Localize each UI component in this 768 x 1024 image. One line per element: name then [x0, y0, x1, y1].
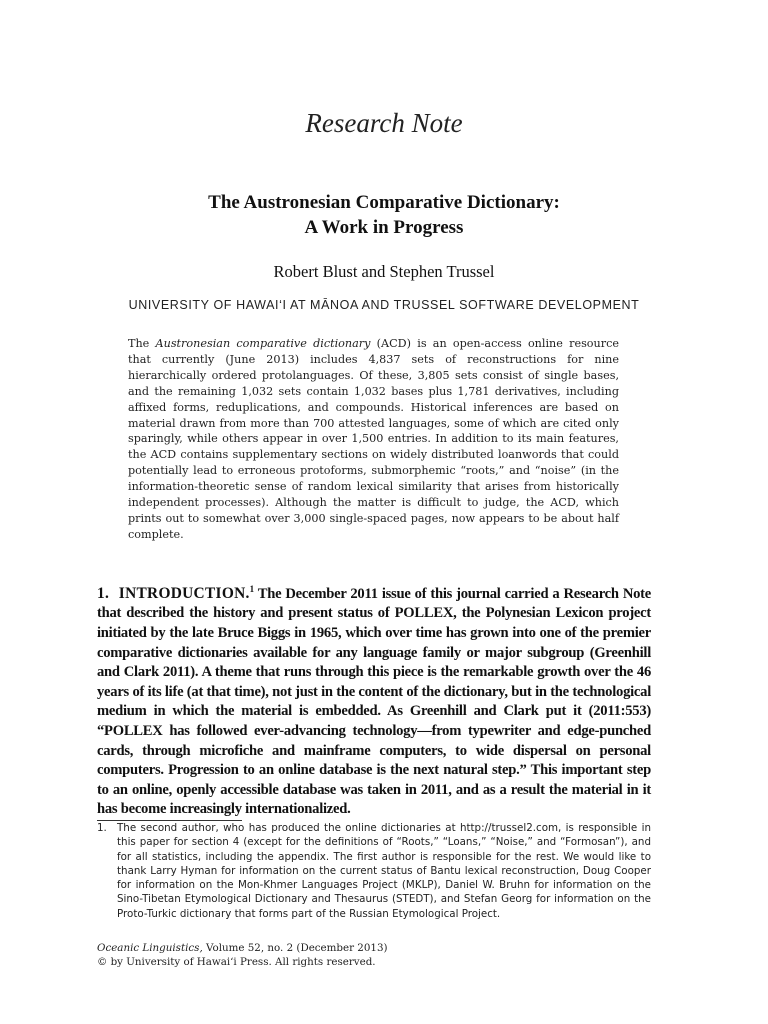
journal-volume: Volume 52, no. 2 (December 2013): [202, 942, 388, 954]
abstract: [128, 336, 619, 543]
abstract-body: (ACD) is an open-access online resource that currently (June 2013) includes 4,837 sets of reconstructions for nine hierarchically ordered protolanguages. Of these, 3,805 sets consist of single bases, and the remaining 1,032 sets contain 1,032 bases plus 1,781 derivatives, including affixed forms, reduplications, and compounds. Historical inferences are based on material drawn from more than 700 attested languages, some of which are cited only sparingly, while others appear in over 1,500 entries. In addition to its main features, the ACD contains supplementary sections on widely distributed loanwords that could potentially lead to erroneous protoforms, submorphemic “roots,” and “noise” (in the information-theoretic sense of random lexical similarity that arises from historically independent processes). Although the matter is difficult to judge, the ACD, which prints out to somewhat over 3,000 single-spaced pages, now appears to be about half complete.: [128, 337, 619, 541]
affiliation: UNIVERSITY OF HAWAI‘I AT MĀNOA AND TRUSSEL SOFTWARE DEVELOPMENT: [128, 298, 640, 312]
abstract-italic-title: Austronesian comparative dictionary: [155, 337, 371, 350]
journal-citation: [97, 941, 657, 955]
title-line-1: The Austronesian Comparative Dictionary:: [208, 192, 560, 213]
footnote-text: The second author, who has produced the online dictionaries at http://trussel2.com, is responsible in this paper for section 4 (except for the definitions of “Roots,” “Loans,” “Noise,” and “Formosan”), and for all statistics, including the appendix. The first author is responsible for the rest. We would like to thank Larry Hyman for information on the current status of Bantu lexical reconstruction, Doug Cooper for information on the Mon-Khmer Languages Project (MKLP), Daniel W. Bruhn for information on the Sino-Tibetan Etymological Dictionary and Thesaurus (STEDT), and Stefan Georg for information on the Proto-Turkic dictionary that forms part of the Russian Etymological Project.: [117, 822, 651, 920]
footnote: [97, 821, 651, 921]
section-label: Research Note: [305, 108, 463, 138]
introduction-paragraph: [97, 580, 651, 820]
footnote-marker: 1: [249, 584, 254, 594]
abstract-lead: The: [128, 337, 156, 350]
journal-info: [97, 941, 657, 969]
journal-name: Oceanic Linguistics,: [97, 942, 203, 954]
title-line-2: A Work in Progress: [304, 217, 464, 238]
introduction-heading: 1. INTRODUCTION.: [97, 584, 250, 602]
footnote-number: 1.: [97, 822, 107, 834]
introduction-body: The December 2011 issue of this journal carried a Research Note that described the history and present status of POLLEX, the Polynesian Lexicon project initiated by the late Bruce Biggs in 1965, which over time has grown into one of the premier comparative dictionaries available for any language family or major subgroup (Greenhill and Clark 2011). A theme that runs through this piece is the remarkable growth over the 46 years of its life (at that time), not just in the content of the dictionary, but in the technological medium in which the material is embedded. As Greenhill and Clark put it (2011:553) “POLLEX has followed ever-advancing technology—from typewriter and edge-punched cards, through microfiche and mainframe computers, to wide dispersal on personal computers. Progression to an online database is the next natural step.” This important step to an online, openly accessible database was taken in 2011, and as a result the material in it has become increasingly internationalized.: [97, 585, 652, 818]
copyright-notice: © by University of Hawai‘i Press. All rights reserved.: [97, 956, 376, 968]
paper-title: [0, 190, 768, 240]
authors: Robert Blust and Stephen Trussel: [273, 262, 495, 281]
